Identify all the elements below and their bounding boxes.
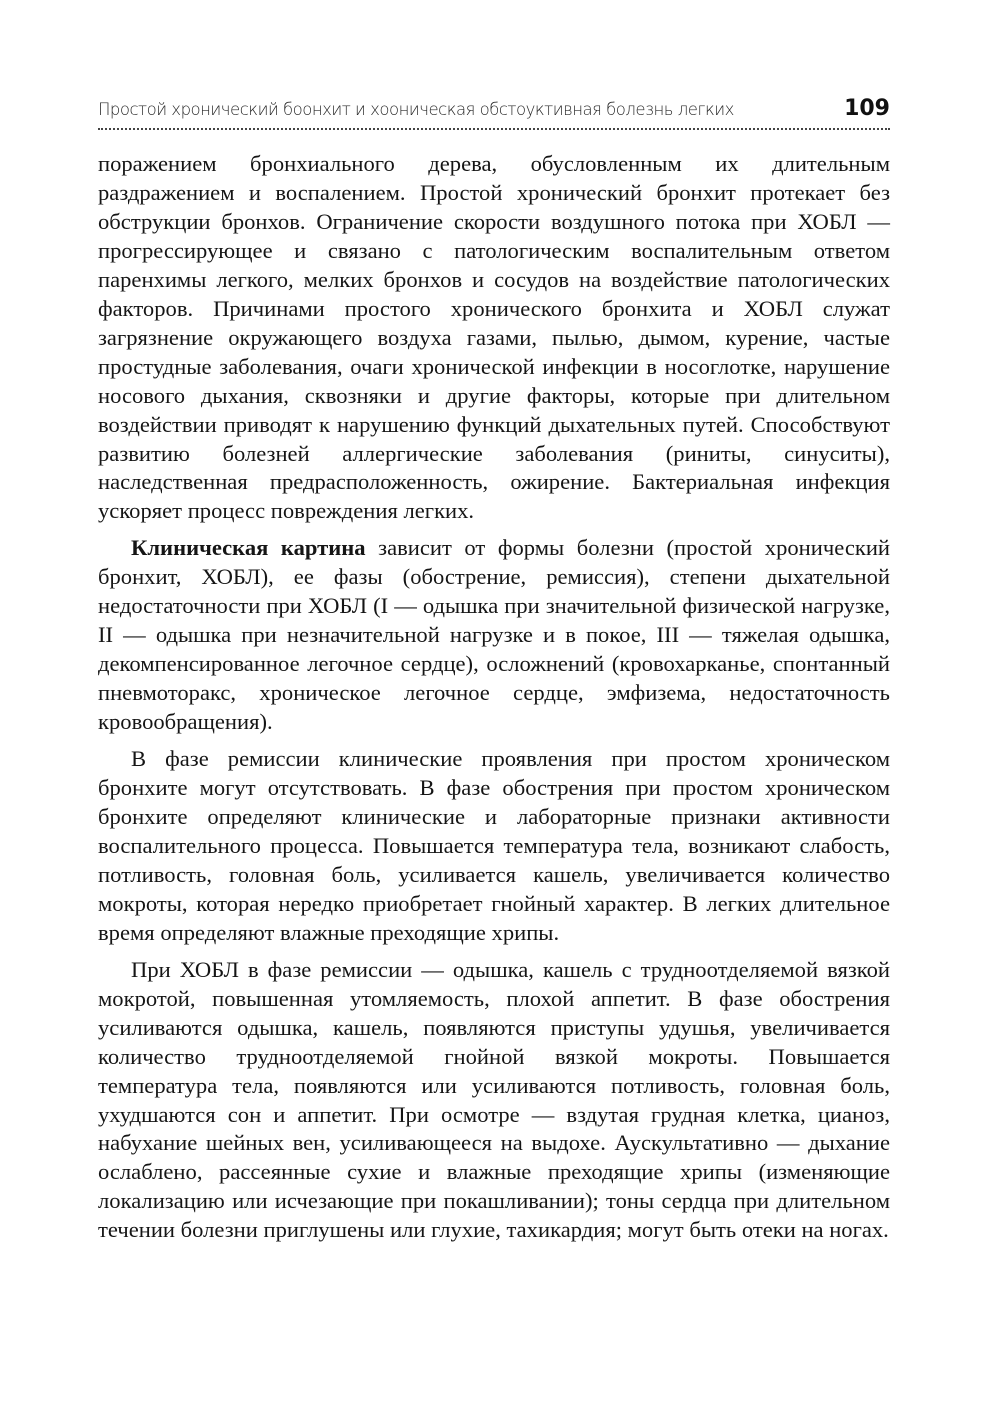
body-text (98, 150, 890, 1245)
paragraph-copd-remission: При ХОБЛ в фазе ремиссии — одышка, кашель с трудноотделяемой вязкой мокротой, повышенная утомляемость, плохой аппетит. В фазе обострения усиливаются одышка, кашель, появляются приступы удушья, увеличивается количество трудноотделяемой гнойной вязкой мокроты. Повышается температура тела, появляются или усиливаются потливость, головная боль, ухудшаются сон и аппетит. При осмотре — вздутая грудная клетка, цианоз, набухание шейных вен, усиливающееся на выдохе. Аускультативно — дыхание ослаблено, рассеянные сухие и влажные преходящие хрипы (изменяющие локализацию или исчезающие при покашливании); тоны сердца при длительном течении болезни приглушены или глухие, тахикардия; могут быть отеки на ногах. (98, 956, 890, 1243)
run-in-heading: Клиническая картина (131, 535, 366, 561)
paragraph-continued: поражением бронхиального дерева, обусловленным их длительным раздражением и воспалением. Простой хронический бронхит протекает без обструкции бронхов. Ограничение скорости воздушного потока при ХОБЛ — прогрессирующее и связано с патологическим воспалительным ответом паренхимы легкого, мелких бронхов и сосудов на воздействие патологических факторов. Причинами простого хронического бронхита и ХОБЛ служат загрязнение окружающего воздуха газами, пылью, дымом, курение, частые простудные заболевания, очаги хронической инфекции в носоглотке, нарушение носового дыхания, сквозняки и другие факторы, которые при длительном воздействии приводят к нарушению функций дыхательных путей. Способствуют развитию болезней аллергические заболевания (риниты, синуситы), наследственная предрасположенность, ожирение. Бактериальная инфекция ускоряет процесс повреждения легких. (98, 151, 890, 524)
header-dotted-rule (98, 128, 890, 130)
paragraph-remission-phase: В фазе ремиссии клинические проявления при простом хроническом бронхите могут отсутствовать. В фазе обострения при простом хроническом бронхите определяют клинические и лабораторные признаки активности воспалительного процесса. Повышается температура тела, возникают слабость, потливость, головная боль, усиливается кашель, увеличивается количество мокроты, которая нередко приобретает гнойный характер. В легких длительное время определяют влажные преходящие хрипы. (98, 746, 890, 945)
page-number: 109 (844, 96, 890, 121)
running-header (98, 96, 890, 136)
paragraph-clinical-picture (98, 534, 890, 737)
paragraph-text: зависит от формы болезни (простой хронический бронхит, ХОБЛ), ее фазы (обострение, ремиссия), степени дыхательной недостаточности при ХОБЛ (I — одышка при значительной физической нагрузке, II — одышка при незначительной нагрузке и в покое, III — тяжелая одышка, декомпенсированное легочное сердце), осложнений (кровохарканье, спонтанный пневмоторакс, хроническое легочное сердце, эмфизема, недостаточность кровообращения). (98, 535, 891, 735)
running-title: Простой хронический боонхит и хооническая обстоуктивная болезнь легких (98, 100, 734, 119)
